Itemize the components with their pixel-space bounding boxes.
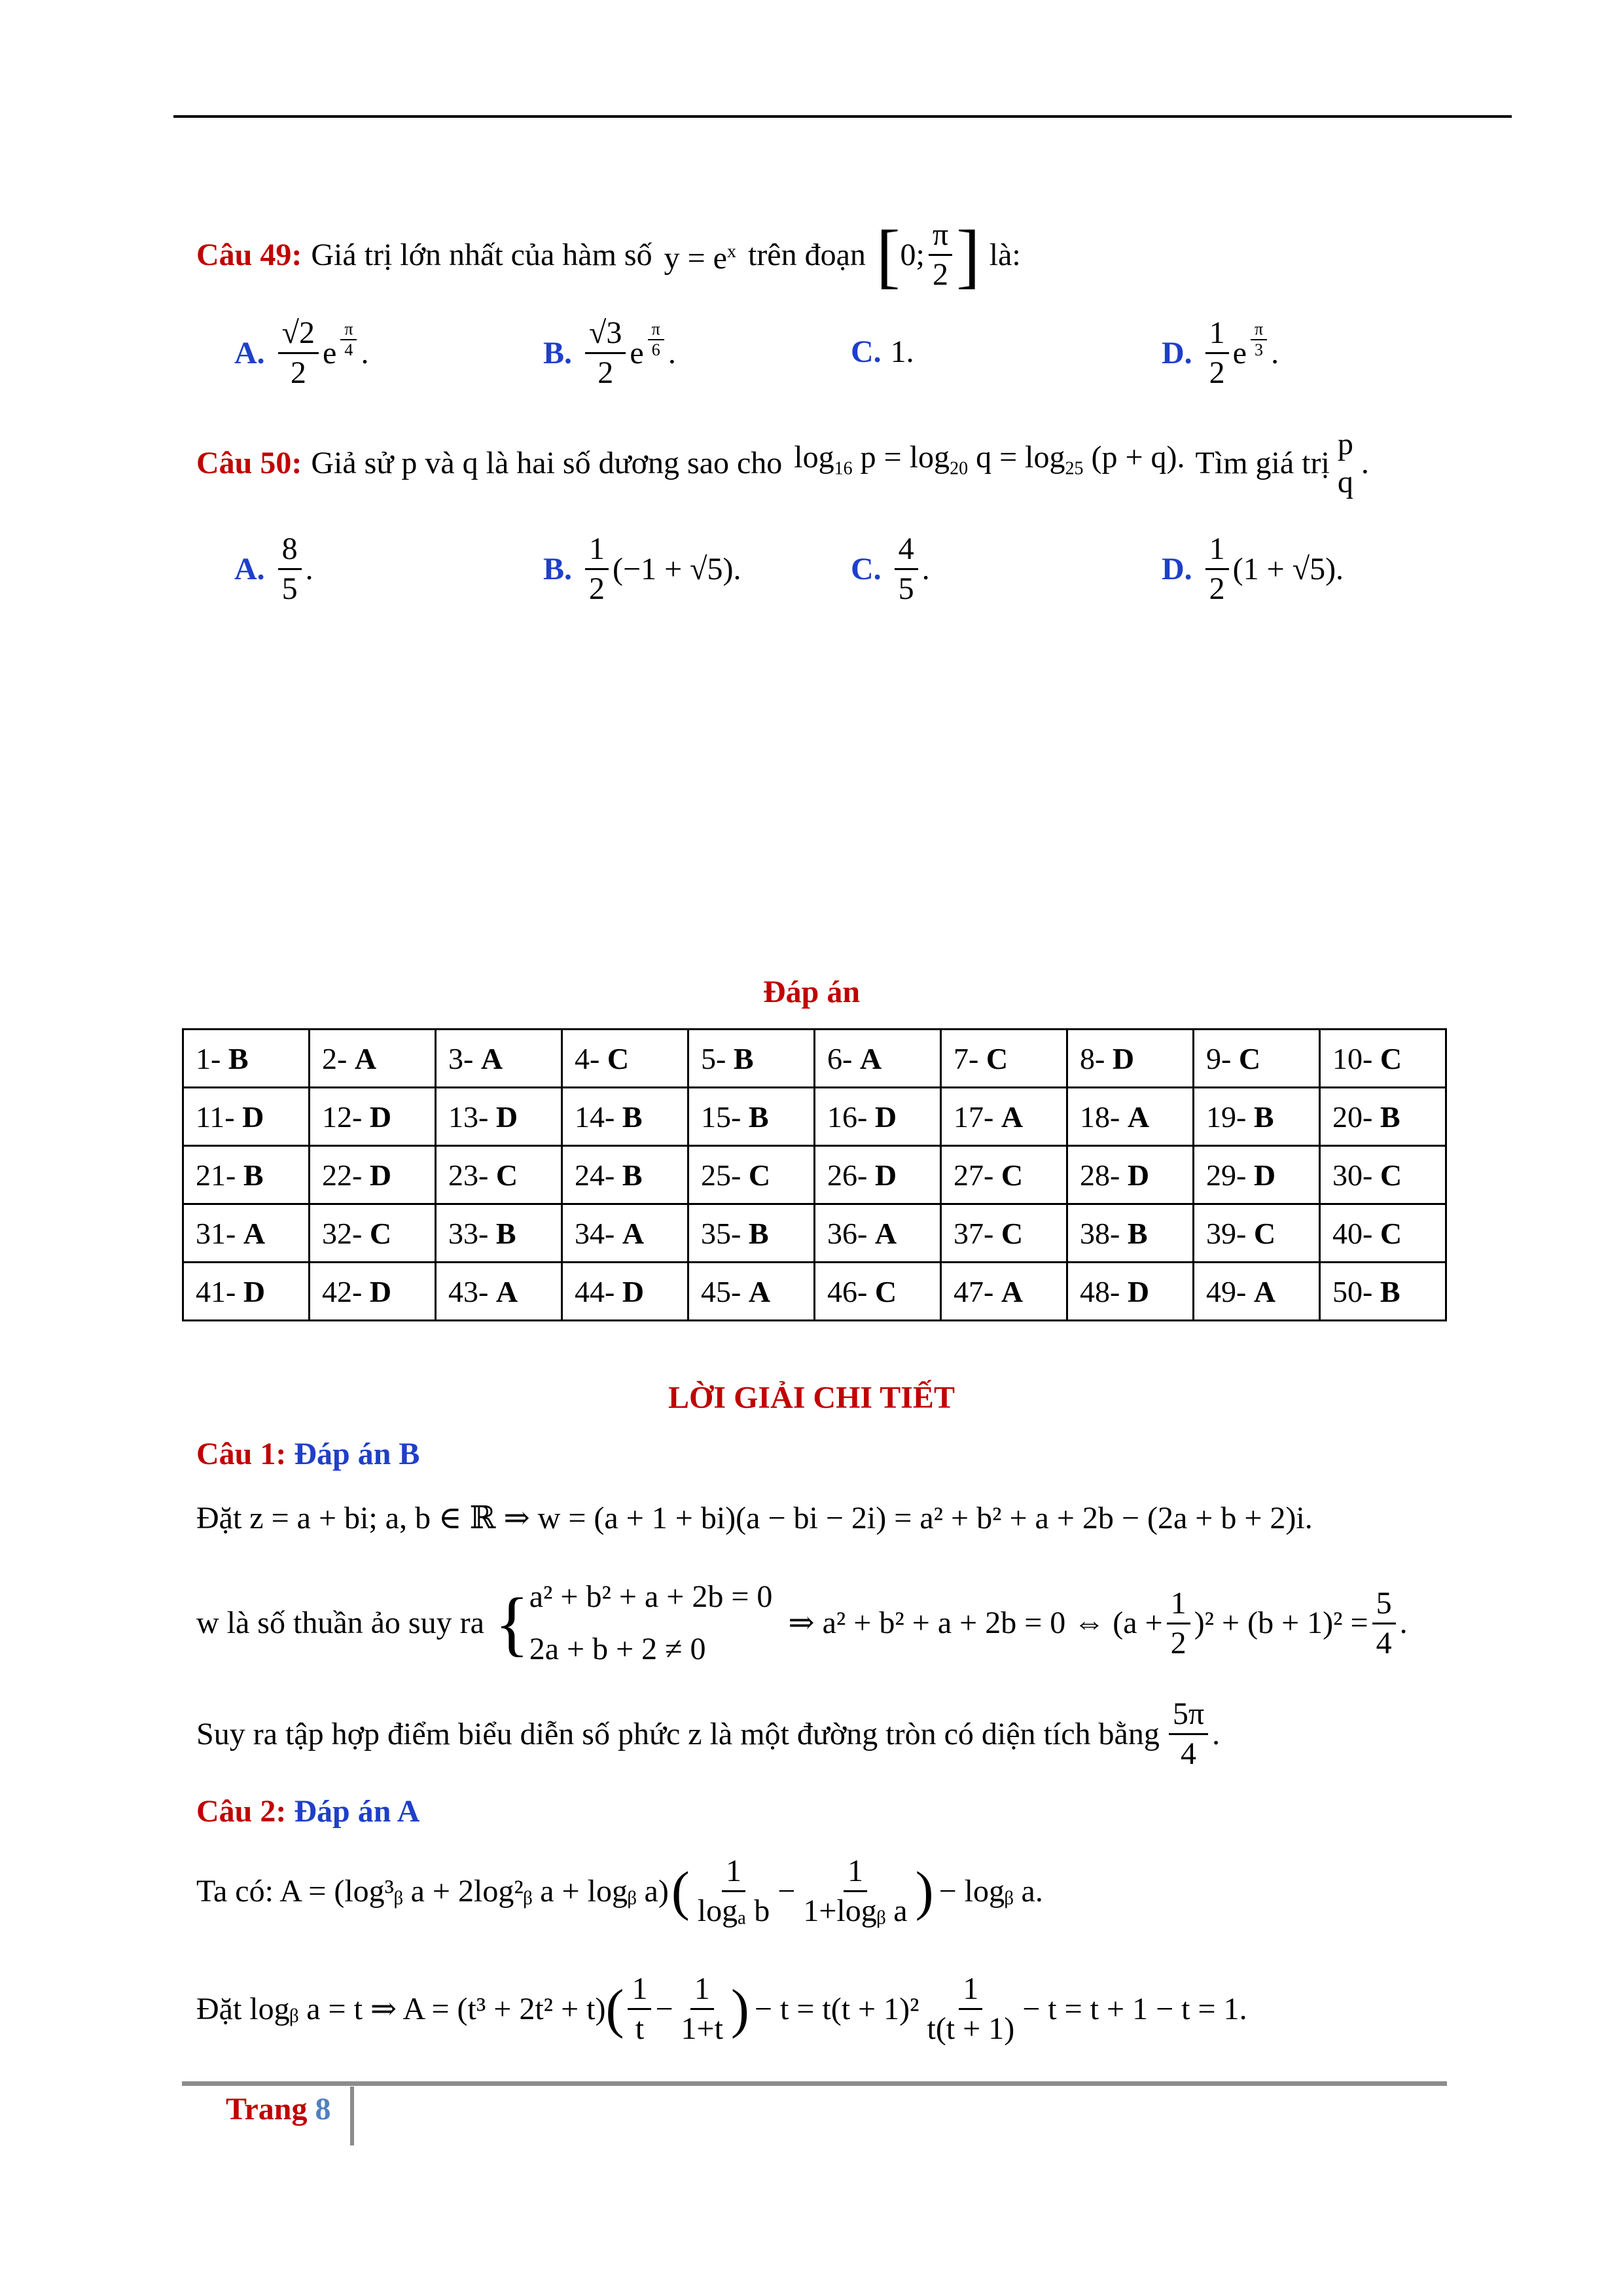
answer-cell: 42- D <box>310 1263 436 1321</box>
q49-option-a[interactable]: A. $\frac{√2}{2}$ e $\frac{\pi}{4}$ . <box>234 315 369 390</box>
answer-cell: 17- A <box>941 1088 1067 1146</box>
answer-cell: 27- C <box>941 1146 1067 1204</box>
answer-cell: 34- A <box>562 1204 688 1263</box>
question-50-label: Câu 50: <box>196 446 302 480</box>
header-rule <box>173 115 1512 118</box>
answer-cell: 11- D <box>183 1088 310 1146</box>
answer-cell: 3- A <box>436 1030 562 1088</box>
answer-cell: 35- B <box>688 1204 815 1263</box>
q49-option-b[interactable]: B. $\frac{√3}{2}$ e $\frac{\pi}{6}$ . <box>543 315 676 390</box>
interval-left: 0; <box>900 237 925 272</box>
answer-cell: 18- A <box>1067 1088 1194 1146</box>
answer-cell: 24- B <box>562 1146 688 1204</box>
question-50-text: Giả sử p và q là hai số dương sao cho <box>311 446 783 480</box>
answer-cell: 8- D <box>1067 1030 1194 1088</box>
answer-cell: 14- B <box>562 1088 688 1146</box>
answer-cell: 45- A <box>688 1263 815 1321</box>
footer-rule <box>182 2081 1447 2086</box>
system-brace: { <box>494 1583 529 1663</box>
log-20: $\log_{20} q$ = <box>909 440 1018 479</box>
question-50 <box>196 425 1369 501</box>
answer-cell: 49- A <box>1194 1263 1320 1321</box>
answer-row <box>183 1030 1446 1088</box>
log-16: $\log_{16} p$ = <box>794 440 902 479</box>
answer-cell: 32- C <box>310 1204 436 1263</box>
solution-1-line-1: Đặt z = a + bi; a, b ∈ ℝ ⇒ w = (a + 1 + bi)(a − bi − 2i) = a² + b² + a + 2b − (2a + b + 2)i. <box>196 1501 1313 1535</box>
answer-cell: 46- C <box>815 1263 941 1321</box>
answer-cell: 28- D <box>1067 1146 1194 1204</box>
answer-cell: 25- C <box>688 1146 815 1204</box>
equation-system: a² + b² + a + 2b = 0 2a + b + 2 ≠ 0 <box>529 1579 773 1666</box>
answer-cell: 44- D <box>562 1263 688 1321</box>
answer-cell: 36- A <box>815 1204 941 1263</box>
answer-cell: 21- B <box>183 1146 310 1204</box>
answer-cell: 38- B <box>1067 1204 1194 1263</box>
answer-cell: 47- A <box>941 1263 1067 1321</box>
answer-cell: 31- A <box>183 1204 310 1263</box>
answer-cell: 50- B <box>1320 1263 1446 1321</box>
answer-cell: 37- C <box>941 1204 1067 1263</box>
answer-cell: 30- C <box>1320 1146 1446 1204</box>
answer-cell: 33- B <box>436 1204 562 1263</box>
question-50-fraction: p q <box>1337 427 1353 499</box>
answer-cell: 5- B <box>688 1030 815 1088</box>
solution-2-line-2: Đặt logᵦ a = t ⇒ A = (t³ + 2t² + t) ( $\frac{1}{t}$ − $\frac{1}{1+t}$ ) − t = t(t + 1)² $\frac{1}{t(t + 1)}$ − t = t + 1 − t = 1. <box>196 1971 1247 2046</box>
answer-cell: 10- C <box>1320 1030 1446 1088</box>
q50-option-b[interactable]: B. $\frac{1}{2}$ (−1 + √5). <box>543 531 741 606</box>
answer-row <box>183 1088 1446 1146</box>
footer-divider <box>350 2087 354 2145</box>
answer-cell: 16- D <box>815 1088 941 1146</box>
answer-cell: 40- C <box>1320 1204 1446 1263</box>
answer-cell: 19- B <box>1194 1088 1320 1146</box>
question-49-label: Câu 49: <box>196 237 302 272</box>
q50-option-d[interactable]: D. $\frac{1}{2}$ (1 + √5). <box>1162 531 1344 606</box>
answer-table <box>182 1028 1447 1321</box>
solution-title: LỜI GIẢI CHI TIẾT <box>668 1380 955 1415</box>
answer-cell: 1- B <box>183 1030 310 1088</box>
answer-cell: 12- D <box>310 1088 436 1146</box>
question-49-function: $y = e^x$ <box>664 240 736 276</box>
answer-cell: 9- C <box>1194 1030 1320 1088</box>
answer-cell: 48- D <box>1067 1263 1194 1321</box>
answer-row <box>183 1146 1446 1204</box>
answer-row <box>183 1263 1446 1321</box>
log-25: $\log_{25} (p + q)$. <box>1025 440 1185 479</box>
question-49-text: Giá trị lớn nhất của hàm số <box>311 237 652 272</box>
answer-cell: 39- C <box>1194 1204 1320 1263</box>
question-49 <box>196 216 1021 294</box>
question-50-find: Tìm giá trị <box>1195 446 1330 480</box>
bracket-right: ] <box>956 215 980 295</box>
answer-cell: 13- D <box>436 1088 562 1146</box>
answer-cell: 43- A <box>436 1263 562 1321</box>
answer-cell: 6- A <box>815 1030 941 1088</box>
bracket-left: [ <box>876 215 901 295</box>
question-49-interval-text: trên đoạn <box>747 237 866 272</box>
answer-cell: 15- B <box>688 1088 815 1146</box>
answer-row <box>183 1204 1446 1263</box>
answer-cell: 29- D <box>1194 1146 1320 1204</box>
answer-cell: 20- B <box>1320 1088 1446 1146</box>
interval-right-fraction: $\frac{\pi}{2}$ <box>929 216 952 294</box>
answer-cell: 4- C <box>562 1030 688 1088</box>
solution-1-heading: Câu 1: Đáp án B <box>196 1437 420 1471</box>
q50-option-c[interactable]: C. $\frac{4}{5}$ . <box>851 531 930 606</box>
answer-cell: 41- D <box>183 1263 310 1321</box>
answer-cell: 7- C <box>941 1030 1067 1088</box>
answer-cell: 26- D <box>815 1146 941 1204</box>
answer-cell: 2- A <box>310 1030 436 1088</box>
solution-1-line-3: Suy ra tập hợp điểm biểu diễn số phức z là một đường tròn có diện tích bằng $\frac{5\pi}{4}$ . <box>196 1696 1221 1771</box>
answers-title: Đáp án <box>762 975 861 1009</box>
solution-2-line-1: Ta có: A = (log³ᵦ a + 2log²ᵦ a + logᵦ a) ( $\frac{1}{\text{logₐ b}}$ − $\frac{1}{\text{1+logᵦ a}}$ ) − logᵦ a. <box>196 1854 1043 1928</box>
answer-cell: 22- D <box>310 1146 436 1204</box>
question-49-end: là: <box>989 237 1021 272</box>
solution-2-heading: Câu 2: Đáp án A <box>196 1794 420 1829</box>
solution-1-line-2: w là số thuần ảo suy ra { a² + b² + a + 2b = 0 2a + b + 2 ≠ 0 ⇒ a² + b² + a + 2b = 0 ⇔ (a + $\frac{1}{2}$ )² + (b + 1)² = $\frac{5}{4}$ . <box>196 1571 1408 1676</box>
answer-cell: 23- C <box>436 1146 562 1204</box>
q49-option-c[interactable]: C. 1. <box>851 334 914 369</box>
page-number: Trang 8 <box>226 2092 331 2126</box>
question-50-end: . <box>1361 446 1369 480</box>
q49-option-d[interactable]: D. $\frac{1}{2}$ e $\frac{\pi}{3}$ . <box>1162 315 1279 390</box>
q50-option-a[interactable]: A. $\frac{8}{5}$ . <box>234 531 313 606</box>
